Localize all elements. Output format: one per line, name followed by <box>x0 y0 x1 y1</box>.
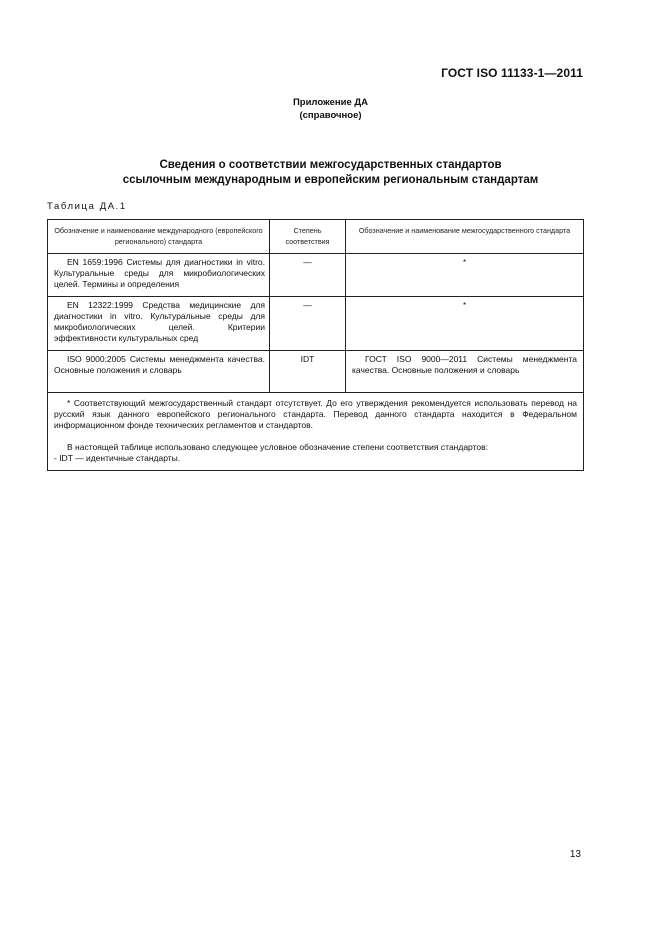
cell-degree: — <box>270 297 346 351</box>
appendix-heading <box>0 96 661 122</box>
table-label: Таблица ДА.1 <box>47 201 127 212</box>
table-row <box>48 297 584 351</box>
cell-interstate: * <box>346 297 584 351</box>
legend-item: - IDT — идентичные стандарты. <box>54 452 181 463</box>
header-degree: Степень соответствия <box>270 220 346 254</box>
cell-interstate: ГОСТ ISO 9000—2011 Системы менеджмента качества. Основные положения и словарь <box>346 351 584 393</box>
cell-degree: — <box>270 254 346 297</box>
cell-international: EN 1659:1996 Системы для диагностики in vitro. Культуральные среды для микробиологических целей. Термины и определения <box>48 254 270 297</box>
footnote-text: * Соответствующий межгосударственный стандарт отсутствует. До его утверждения рекомендуется использовать перевод на русский язык данного европейского регионального стандарта. Перевод данного стандарта находится в Федеральном информационном фонде технических регламентов и стандартов. <box>54 398 577 431</box>
appendix-note: (справочное) <box>299 110 362 121</box>
document-title-line2: ссылочным международным и европейским региональным стандартам <box>122 174 539 186</box>
standard-code: ГОСТ ISO 11133-1—2011 <box>441 66 583 80</box>
header-interstate: Обозначение и наименование межгосударственного стандарта <box>346 220 584 254</box>
table-row <box>48 351 584 393</box>
correspondence-table <box>47 219 583 471</box>
table-header-row <box>48 220 584 254</box>
header-international: Обозначение и наименование международного (европейского регионального) стандарта <box>48 220 270 254</box>
appendix-title: Приложение ДА <box>292 97 369 108</box>
document-title-line1: Сведения о соответствии межгосударственных стандартов <box>159 159 502 171</box>
page-number: 13 <box>569 849 581 860</box>
table-footnote-cell <box>48 393 584 471</box>
cell-degree: IDT <box>270 351 346 393</box>
cell-interstate: * <box>346 254 584 297</box>
table-row <box>48 254 584 297</box>
table-footnote-row <box>48 393 584 471</box>
cell-international: ISO 9000:2005 Системы менеджмента качества. Основные положения и словарь <box>48 351 270 393</box>
cell-international: EN 12322:1999 Средства медицинские для диагностики in vitro. Культуральные среды для микробиологических целей. Критерии эффективности культуральных сред <box>48 297 270 351</box>
document-title <box>0 158 661 188</box>
legend-intro: В настоящей таблице использовано следующее условное обозначение степени соответствия стандартов: <box>67 441 488 452</box>
